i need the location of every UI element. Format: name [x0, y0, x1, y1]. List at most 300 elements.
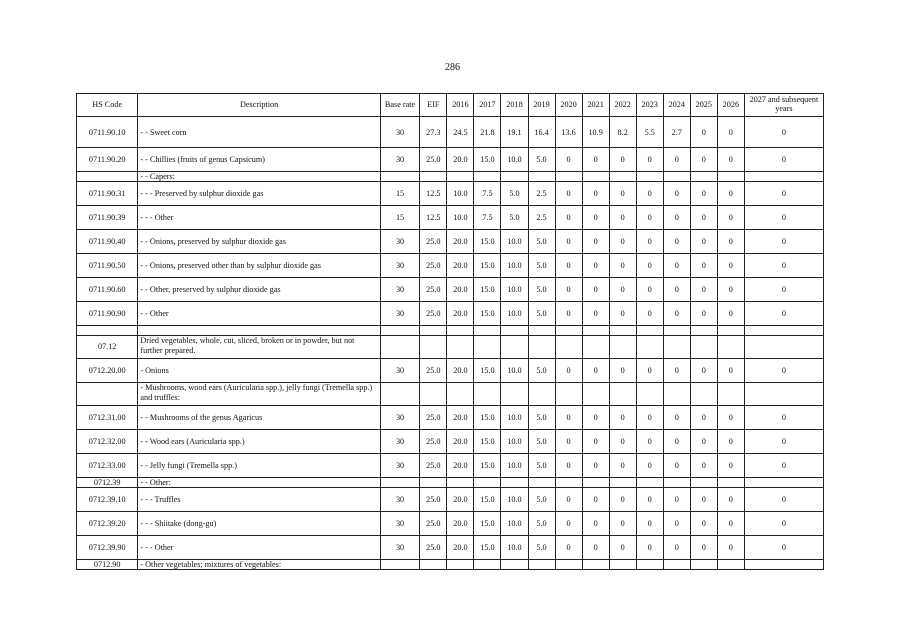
- rate-cell: 25.0: [420, 278, 447, 302]
- rate-cell: 20.0: [447, 302, 474, 326]
- column-header: EIF: [420, 94, 447, 117]
- rate-cell: 0: [555, 359, 582, 383]
- rate-cell: [447, 172, 474, 182]
- rate-cell: 0: [555, 536, 582, 560]
- rate-cell: [609, 478, 636, 488]
- table-row: [77, 206, 824, 230]
- rate-cell: 0: [744, 117, 823, 148]
- rate-cell: [744, 383, 823, 406]
- rate-cell: 0: [690, 512, 717, 536]
- rate-cell: 15.0: [474, 148, 501, 172]
- rate-cell: 10.0: [501, 278, 528, 302]
- rate-cell: 0: [582, 182, 609, 206]
- rate-cell: 0: [582, 359, 609, 383]
- rate-cell: [380, 383, 420, 406]
- table-row: [77, 278, 824, 302]
- rate-cell: 12.5: [420, 182, 447, 206]
- rate-cell: 15.0: [474, 254, 501, 278]
- rate-cell: 20.0: [447, 454, 474, 478]
- rate-cell: 0: [636, 254, 663, 278]
- column-header: 2026: [717, 94, 744, 117]
- rate-cell: [582, 172, 609, 182]
- rate-cell: 0: [663, 454, 690, 478]
- rate-cell: 0: [744, 359, 823, 383]
- rate-cell: [420, 336, 447, 359]
- rate-cell: 15.0: [474, 536, 501, 560]
- rate-cell: [447, 560, 474, 570]
- description-cell: [138, 326, 380, 336]
- rate-cell: 0: [663, 278, 690, 302]
- rate-cell: 10.9: [582, 117, 609, 148]
- description-cell: - - Jelly fungi (Tremella spp.): [138, 454, 380, 478]
- rate-cell: [582, 478, 609, 488]
- rate-cell: [609, 336, 636, 359]
- rate-cell: 0: [663, 536, 690, 560]
- table-row: [77, 478, 824, 488]
- description-cell: - Other vegetables; mixtures of vegetables:: [138, 560, 380, 570]
- rate-cell: [528, 326, 555, 336]
- description-cell: - - Mushrooms of the genus Agaricus: [138, 406, 380, 430]
- rate-cell: 0: [744, 406, 823, 430]
- hs-code-cell: 0712.39.90: [77, 536, 138, 560]
- column-header: 2016: [447, 94, 474, 117]
- column-header: 2022: [609, 94, 636, 117]
- table-row: [77, 383, 824, 406]
- rate-cell: 0: [717, 430, 744, 454]
- rate-cell: 0: [609, 254, 636, 278]
- rate-cell: [690, 326, 717, 336]
- rate-cell: 21.8: [474, 117, 501, 148]
- table-row: [77, 302, 824, 326]
- hs-code-cell: 0711.90.31: [77, 182, 138, 206]
- table-row: [77, 148, 824, 172]
- rate-cell: 0: [717, 359, 744, 383]
- rate-cell: 0: [636, 182, 663, 206]
- hs-code-cell: 0712.39.10: [77, 488, 138, 512]
- hs-code-cell: 0712.33.00: [77, 454, 138, 478]
- rate-cell: 0: [663, 512, 690, 536]
- rate-cell: 30: [380, 359, 420, 383]
- rate-cell: 20.0: [447, 406, 474, 430]
- rate-cell: 0: [582, 148, 609, 172]
- rate-cell: 0: [690, 206, 717, 230]
- rate-cell: 0: [582, 536, 609, 560]
- description-cell: - - - Other: [138, 536, 380, 560]
- rate-cell: [501, 172, 528, 182]
- description-cell: - Mushrooms, wood ears (Auricularia spp.), jelly fungi (Tremella spp.) and truffles:: [138, 383, 380, 406]
- rate-cell: 0: [690, 406, 717, 430]
- rate-cell: 5.0: [528, 430, 555, 454]
- rate-cell: 0: [690, 488, 717, 512]
- rate-cell: 0: [744, 230, 823, 254]
- rate-cell: [690, 560, 717, 570]
- rate-cell: 24.5: [447, 117, 474, 148]
- rate-cell: 5.0: [528, 512, 555, 536]
- column-header: 2025: [690, 94, 717, 117]
- rate-cell: [380, 560, 420, 570]
- rate-cell: 30: [380, 148, 420, 172]
- description-cell: - - Chillies (fruits of genus Capsicum): [138, 148, 380, 172]
- description-cell: - - Wood ears (Auricularia spp.): [138, 430, 380, 454]
- hs-code-cell: 0712.39.20: [77, 512, 138, 536]
- rate-cell: 0: [690, 302, 717, 326]
- rate-cell: 25.0: [420, 454, 447, 478]
- column-header: 2018: [501, 94, 528, 117]
- rate-cell: 15.0: [474, 302, 501, 326]
- rate-cell: [447, 326, 474, 336]
- rate-cell: 20.0: [447, 430, 474, 454]
- rate-cell: [582, 383, 609, 406]
- rate-cell: 0: [582, 278, 609, 302]
- rate-cell: 0: [717, 148, 744, 172]
- description-cell: - Onions: [138, 359, 380, 383]
- table-row: [77, 488, 824, 512]
- table-row: [77, 560, 824, 570]
- rate-cell: 0: [717, 512, 744, 536]
- rate-cell: 2.7: [663, 117, 690, 148]
- rate-cell: 15.0: [474, 488, 501, 512]
- rate-cell: 30: [380, 230, 420, 254]
- rate-cell: 15.0: [474, 359, 501, 383]
- rate-cell: 0: [555, 302, 582, 326]
- description-cell: - - Other, preserved by sulphur dioxide gas: [138, 278, 380, 302]
- rate-cell: [420, 326, 447, 336]
- rate-cell: 15.0: [474, 454, 501, 478]
- description-cell: - - Other:: [138, 478, 380, 488]
- rate-cell: [501, 326, 528, 336]
- rate-cell: [555, 326, 582, 336]
- rate-cell: 0: [717, 302, 744, 326]
- hs-code-cell: 0712.32.00: [77, 430, 138, 454]
- rate-cell: 0: [663, 302, 690, 326]
- rate-cell: 10.0: [501, 512, 528, 536]
- rate-cell: 0: [690, 117, 717, 148]
- rate-cell: [380, 326, 420, 336]
- rate-cell: 0: [555, 488, 582, 512]
- rate-cell: 5.0: [501, 182, 528, 206]
- table-row: [77, 172, 824, 182]
- rate-cell: [717, 172, 744, 182]
- rate-cell: 0: [636, 454, 663, 478]
- table-row: [77, 182, 824, 206]
- rate-cell: [717, 478, 744, 488]
- rate-cell: 0: [609, 359, 636, 383]
- table-row: [77, 512, 824, 536]
- rate-cell: [420, 478, 447, 488]
- rate-cell: [636, 172, 663, 182]
- rate-cell: 0: [690, 359, 717, 383]
- column-header: HS Code: [77, 94, 138, 117]
- rate-cell: [663, 478, 690, 488]
- rate-cell: 0: [663, 406, 690, 430]
- rate-cell: [636, 336, 663, 359]
- hs-code-cell: [77, 326, 138, 336]
- rate-cell: [474, 172, 501, 182]
- rate-cell: 5.0: [528, 488, 555, 512]
- rate-cell: 10.0: [501, 359, 528, 383]
- rate-cell: 0: [636, 230, 663, 254]
- rate-cell: [663, 560, 690, 570]
- rate-cell: 30: [380, 254, 420, 278]
- rate-cell: [609, 383, 636, 406]
- rate-cell: 0: [636, 488, 663, 512]
- rate-cell: 0: [717, 278, 744, 302]
- rate-cell: [528, 560, 555, 570]
- rate-cell: 0: [582, 430, 609, 454]
- column-header: 2017: [474, 94, 501, 117]
- tariff-schedule-table: [76, 93, 824, 570]
- rate-cell: [663, 326, 690, 336]
- rate-cell: 0: [636, 512, 663, 536]
- rate-cell: 10.0: [501, 148, 528, 172]
- rate-cell: 2.5: [528, 182, 555, 206]
- rate-cell: 0: [636, 278, 663, 302]
- description-cell: - - Capers:: [138, 172, 380, 182]
- rate-cell: 7.5: [474, 206, 501, 230]
- table-row: [77, 406, 824, 430]
- rate-cell: 0: [609, 206, 636, 230]
- rate-cell: [380, 478, 420, 488]
- rate-cell: 25.0: [420, 430, 447, 454]
- rate-cell: [717, 560, 744, 570]
- rate-cell: 13.6: [555, 117, 582, 148]
- rate-cell: 0: [717, 117, 744, 148]
- rate-cell: 25.0: [420, 230, 447, 254]
- rate-cell: 0: [744, 454, 823, 478]
- rate-cell: 10.0: [501, 454, 528, 478]
- rate-cell: 10.0: [501, 230, 528, 254]
- rate-cell: 0: [582, 454, 609, 478]
- rate-cell: [555, 560, 582, 570]
- rate-cell: 5.0: [528, 278, 555, 302]
- rate-cell: [663, 383, 690, 406]
- rate-cell: [636, 560, 663, 570]
- rate-cell: 10.0: [501, 302, 528, 326]
- description-cell: - - Onions, preserved by sulphur dioxide gas: [138, 230, 380, 254]
- description-cell: - - - Truffles: [138, 488, 380, 512]
- rate-cell: 15.0: [474, 512, 501, 536]
- rate-cell: 0: [717, 488, 744, 512]
- rate-cell: [501, 560, 528, 570]
- rate-cell: [555, 478, 582, 488]
- rate-cell: [501, 478, 528, 488]
- rate-cell: [636, 326, 663, 336]
- rate-cell: [744, 172, 823, 182]
- rate-cell: 20.0: [447, 278, 474, 302]
- rate-cell: 0: [717, 206, 744, 230]
- rate-cell: 30: [380, 430, 420, 454]
- rate-cell: [474, 383, 501, 406]
- rate-cell: 10.0: [501, 488, 528, 512]
- rate-cell: [663, 336, 690, 359]
- rate-cell: 27.3: [420, 117, 447, 148]
- rate-cell: [474, 336, 501, 359]
- rate-cell: 15: [380, 182, 420, 206]
- rate-cell: 25.0: [420, 406, 447, 430]
- hs-code-cell: [77, 383, 138, 406]
- rate-cell: 0: [555, 182, 582, 206]
- rate-cell: 25.0: [420, 302, 447, 326]
- rate-cell: 0: [609, 488, 636, 512]
- rate-cell: 30: [380, 454, 420, 478]
- rate-cell: [528, 172, 555, 182]
- rate-cell: 5.0: [528, 536, 555, 560]
- table-row: [77, 536, 824, 560]
- rate-cell: [474, 326, 501, 336]
- table-row: [77, 326, 824, 336]
- description-cell: - - Onions, preserved other than by sulphur dioxide gas: [138, 254, 380, 278]
- rate-cell: 5.0: [501, 206, 528, 230]
- rate-cell: 0: [744, 206, 823, 230]
- rate-cell: [609, 172, 636, 182]
- rate-cell: 10.0: [501, 254, 528, 278]
- rate-cell: 0: [690, 182, 717, 206]
- rate-cell: 0: [609, 302, 636, 326]
- rate-cell: 30: [380, 117, 420, 148]
- rate-cell: 0: [582, 230, 609, 254]
- rate-cell: 25.0: [420, 488, 447, 512]
- rate-cell: 0: [555, 406, 582, 430]
- rate-cell: 5.0: [528, 148, 555, 172]
- rate-cell: 0: [744, 430, 823, 454]
- rate-cell: [582, 336, 609, 359]
- rate-cell: 0: [609, 512, 636, 536]
- rate-cell: 25.0: [420, 148, 447, 172]
- rate-cell: 0: [636, 302, 663, 326]
- table-row: [77, 117, 824, 148]
- rate-cell: [447, 478, 474, 488]
- rate-cell: 20.0: [447, 148, 474, 172]
- table-row: [77, 254, 824, 278]
- rate-cell: 0: [582, 302, 609, 326]
- rate-cell: 5.0: [528, 454, 555, 478]
- rate-cell: 25.0: [420, 359, 447, 383]
- rate-cell: 0: [582, 512, 609, 536]
- hs-code-cell: 0711.90.39: [77, 206, 138, 230]
- rate-cell: 16.4: [528, 117, 555, 148]
- rate-cell: 0: [717, 254, 744, 278]
- rate-cell: 0: [690, 278, 717, 302]
- rate-cell: 0: [744, 254, 823, 278]
- rate-cell: 0: [555, 230, 582, 254]
- rate-cell: 20.0: [447, 488, 474, 512]
- rate-cell: 0: [663, 488, 690, 512]
- table-row: [77, 430, 824, 454]
- hs-code-cell: 0711.90.20: [77, 148, 138, 172]
- rate-cell: [528, 336, 555, 359]
- rate-cell: [690, 172, 717, 182]
- rate-cell: 10.0: [501, 430, 528, 454]
- rate-cell: 0: [555, 454, 582, 478]
- column-header: 2019: [528, 94, 555, 117]
- column-header: 2023: [636, 94, 663, 117]
- rate-cell: [501, 336, 528, 359]
- hs-code-cell: 0712.20.00: [77, 359, 138, 383]
- rate-cell: 0: [663, 230, 690, 254]
- column-header: Description: [138, 94, 380, 117]
- table-body: [77, 117, 824, 570]
- rate-cell: 15.0: [474, 230, 501, 254]
- hs-code-cell: 0711.90.40: [77, 230, 138, 254]
- hs-code-cell: 0711.90.60: [77, 278, 138, 302]
- column-header: 2021: [582, 94, 609, 117]
- rate-cell: 0: [582, 206, 609, 230]
- column-header: Base rate: [380, 94, 420, 117]
- rate-cell: 5.0: [528, 254, 555, 278]
- rate-cell: [474, 478, 501, 488]
- rate-cell: 0: [663, 359, 690, 383]
- rate-cell: 8.2: [609, 117, 636, 148]
- hs-code-cell: 0712.90: [77, 560, 138, 570]
- rate-cell: 0: [744, 148, 823, 172]
- rate-cell: [380, 172, 420, 182]
- rate-cell: [690, 336, 717, 359]
- rate-cell: [744, 326, 823, 336]
- description-cell: - - - Preserved by sulphur dioxide gas: [138, 182, 380, 206]
- rate-cell: 0: [717, 454, 744, 478]
- rate-cell: 25.0: [420, 512, 447, 536]
- rate-cell: 0: [555, 148, 582, 172]
- rate-cell: 0: [582, 406, 609, 430]
- rate-cell: [528, 478, 555, 488]
- rate-cell: 30: [380, 406, 420, 430]
- rate-cell: 0: [744, 536, 823, 560]
- hs-code-cell: 0712.31.00: [77, 406, 138, 430]
- rate-cell: 0: [663, 148, 690, 172]
- rate-cell: 10.0: [447, 206, 474, 230]
- rate-cell: 0: [717, 536, 744, 560]
- rate-cell: [609, 560, 636, 570]
- rate-cell: 15.0: [474, 406, 501, 430]
- rate-cell: 0: [744, 278, 823, 302]
- rate-cell: [555, 336, 582, 359]
- rate-cell: [690, 383, 717, 406]
- description-cell: - - Other: [138, 302, 380, 326]
- hs-code-cell: [77, 172, 138, 182]
- table-row: [77, 359, 824, 383]
- rate-cell: 30: [380, 278, 420, 302]
- rate-cell: 5.0: [528, 230, 555, 254]
- column-header: 2020: [555, 94, 582, 117]
- rate-cell: 15.0: [474, 278, 501, 302]
- rate-cell: 0: [555, 430, 582, 454]
- column-header: 2027 and subsequent years: [744, 94, 823, 117]
- page-number: 286: [445, 62, 460, 73]
- rate-cell: 10.0: [501, 536, 528, 560]
- rate-cell: [663, 172, 690, 182]
- rate-cell: 0: [636, 206, 663, 230]
- rate-cell: 0: [609, 454, 636, 478]
- rate-cell: 0: [663, 254, 690, 278]
- hs-code-cell: 0711.90.10: [77, 117, 138, 148]
- rate-cell: 30: [380, 512, 420, 536]
- rate-cell: [420, 172, 447, 182]
- rate-cell: 0: [717, 406, 744, 430]
- rate-cell: [609, 326, 636, 336]
- rate-cell: 5.0: [528, 359, 555, 383]
- rate-cell: 0: [555, 278, 582, 302]
- hs-code-cell: 0712.39: [77, 478, 138, 488]
- rate-cell: 19.1: [501, 117, 528, 148]
- rate-cell: 0: [717, 230, 744, 254]
- rate-cell: 15.0: [474, 430, 501, 454]
- table-header: [77, 94, 824, 117]
- rate-cell: 0: [636, 406, 663, 430]
- rate-cell: 0: [636, 536, 663, 560]
- rate-cell: [717, 336, 744, 359]
- rate-cell: 30: [380, 488, 420, 512]
- rate-cell: 20.0: [447, 359, 474, 383]
